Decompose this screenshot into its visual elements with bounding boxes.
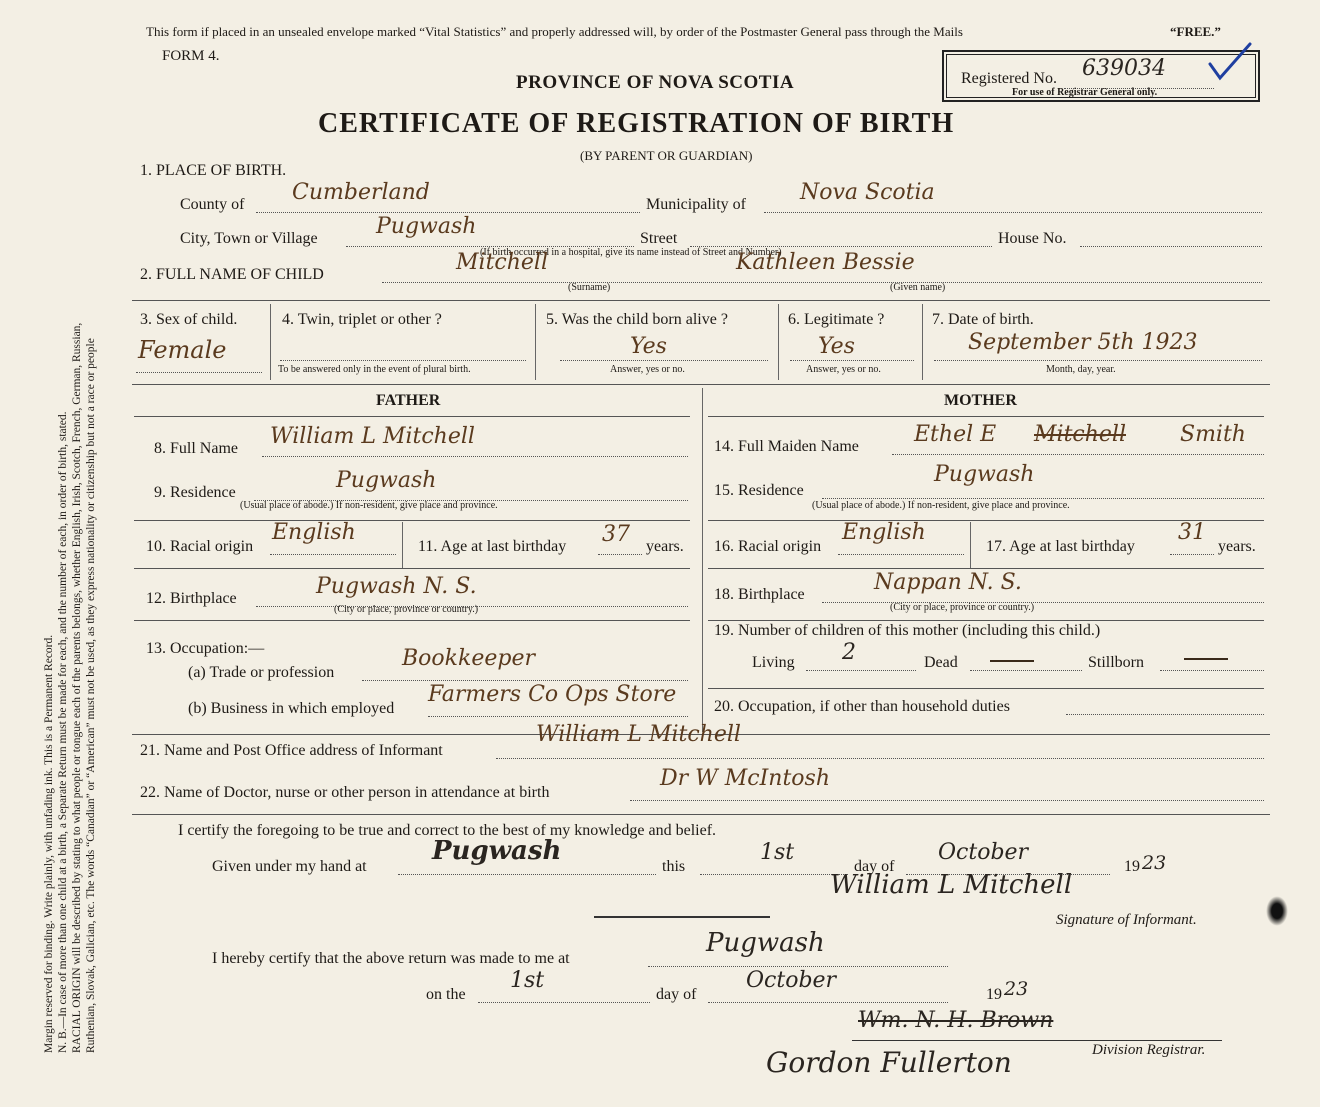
trade-value: Bookkeeper (402, 646, 535, 671)
checkmark-icon (1206, 40, 1256, 86)
registered-label: Registered No. (961, 70, 1057, 87)
registrar-signature: Gordon Fullerton (766, 1046, 1012, 1079)
house-number-label: House No. (998, 230, 1067, 247)
registrar-day: 1st (510, 968, 545, 993)
alive-caption: Answer, yes or no. (610, 364, 685, 375)
mother-residence: Pugwash (934, 462, 1035, 487)
mother-occupation-label: 20. Occupation, if other than household duties (714, 698, 1010, 715)
mother-heading: MOTHER (944, 392, 1017, 409)
on-the-label: on the (426, 986, 466, 1003)
business-label: (b) Business in which employed (188, 700, 395, 717)
given-month: October (938, 840, 1029, 865)
children-count-label: 19. Number of children of this mother (including this child.) (714, 622, 1101, 639)
registered-number: 639034 (1082, 56, 1166, 81)
mother-age-unit: years. (1218, 538, 1256, 555)
child-surname: Mitchell (456, 250, 548, 275)
father-residence: Pugwash (336, 468, 437, 493)
city-label: City, Town or Village (180, 230, 318, 247)
mother-age-label: 17. Age at last birthday (986, 538, 1135, 555)
margin-note-binding: Margin reserved for binding. Write plainly, with unfading ink. This is a Permanent Record. (43, 634, 55, 1053)
doctor-label: 22. Name of Doctor, nurse or other person in attendance at birth (140, 784, 550, 801)
trade-label: (a) Trade or profession (188, 664, 335, 681)
mother-birthplace: Nappan N. S. (874, 570, 1022, 595)
county-value: Cumberland (292, 180, 430, 205)
given-name-caption: (Given name) (890, 282, 946, 293)
mother-race: English (842, 520, 926, 545)
mother-name-struck: Mitchell (1034, 422, 1126, 447)
father-birthplace-label: 12. Birthplace (146, 590, 237, 607)
twin-label: 4. Twin, triplet or other ? (282, 311, 442, 328)
sex-label: 3. Sex of child. (140, 311, 238, 328)
struck-registrar-signature: Wm. N. H. Brown (858, 1008, 1054, 1033)
mail-note: This form if placed in an unsealed envelope marked “Vital Statistics” and properly addressed will, by order of the Postmaster General pass through the Mails (146, 24, 963, 39)
legitimate-label: 6. Legitimate ? (788, 311, 885, 328)
twin-caption: To be answered only in the event of plural birth. (278, 364, 471, 375)
given-at-label: Given under my hand at (212, 858, 367, 875)
father-age-label: 11. Age at last birthday (418, 538, 567, 555)
street-label: Street (640, 230, 678, 247)
certification-statement: I certify the foregoing to be true and correct to the best of my knowledge and belief. (178, 822, 717, 839)
registrar-caption: Division Registrar. (1092, 1042, 1206, 1058)
mother-race-label: 16. Racial origin (714, 538, 822, 555)
mother-birthplace-caption: (City or place, province or country.) (890, 602, 1035, 613)
legitimate-value: Yes (818, 334, 855, 359)
margin-note-racial-origin-2: Ruthenian, Slovak, Galician, etc. The words “Canadian” or “American” must not be used, as they express nationality or citizenship but not a race or people (85, 338, 97, 1053)
registrar-statement: I hereby certify that the above return was made to me at (212, 950, 570, 967)
county-label: County of (180, 196, 245, 213)
stillborn-label: Stillborn (1088, 654, 1145, 671)
dob-value: September 5th 1923 (968, 330, 1198, 355)
informant-value: William L Mitchell (536, 722, 741, 747)
registrar-month: October (746, 968, 837, 993)
given-place: Pugwash (432, 836, 562, 866)
city-value: Pugwash (376, 214, 477, 239)
municipality-value: Nova Scotia (800, 180, 935, 205)
municipality-label: Municipality of (646, 196, 746, 213)
legitimate-caption: Answer, yes or no. (806, 364, 881, 375)
father-age: 37 (602, 522, 630, 547)
mother-age: 31 (1178, 520, 1206, 545)
dob-label: 7. Date of birth. (932, 311, 1034, 328)
informant-label: 21. Name and Post Office address of Informant (140, 742, 443, 759)
father-name-label: 8. Full Name (154, 440, 238, 457)
given-year: 23 (1142, 852, 1167, 874)
dead-label: Dead (924, 654, 958, 671)
father-residence-label: 9. Residence (154, 484, 236, 501)
father-residence-caption: (Usual place of abode.) If non-resident, give place and province. (240, 500, 498, 511)
ink-blot (1266, 896, 1288, 926)
mother-birthplace-label: 18. Birthplace (714, 586, 805, 603)
occupation-label: 13. Occupation:— (146, 640, 265, 657)
given-year-prefix: 19 (1124, 858, 1140, 875)
father-heading: FATHER (376, 392, 441, 409)
mother-residence-caption: (Usual place of abode.) If non-resident, give place and province. (812, 500, 1070, 511)
living-value: 2 (842, 640, 856, 665)
informant-signature-caption: Signature of Informant. (1056, 912, 1197, 928)
father-name: William L Mitchell (270, 424, 475, 449)
form-number: FORM 4. (162, 48, 220, 64)
child-given-name: Kathleen Bessie (736, 250, 915, 275)
mail-note-free: “FREE.” (1170, 24, 1221, 39)
father-race-label: 10. Racial origin (146, 538, 254, 555)
business-value: Farmers Co Ops Store (428, 682, 677, 707)
father-age-unit: years. (646, 538, 684, 555)
margin-note-racial-origin: RACIAL ORIGIN will be described by stating to what people or tongue each of the parents belongs, whether English, Irish, Scotch, French, German, Russian, (71, 322, 83, 1053)
registrar-day-of-label: day of (656, 986, 697, 1003)
alive-label: 5. Was the child born alive ? (546, 311, 728, 328)
mother-name-correction: Smith (1180, 422, 1246, 447)
registrar-use-note: For use of Registrar General only. (1012, 87, 1158, 98)
mother-residence-label: 15. Residence (714, 482, 804, 499)
father-birthplace: Pugwash N. S. (316, 574, 477, 599)
father-birthplace-caption: (City or place, province or country.) (334, 604, 479, 615)
given-day-of-label: day of (854, 858, 895, 875)
hospital-note: (If birth occurred in a hospital, give its name instead of Street and Number) (480, 247, 782, 258)
margin-notes (0, 0, 140, 1107)
province-heading: PROVINCE OF NOVA SCOTIA (516, 72, 795, 93)
living-label: Living (752, 654, 795, 671)
margin-note-multiple-births: N. B.—In case of more than one child at a birth, a Separate Return must be made for each, and the number of each, in order of birth, stated. (57, 411, 69, 1053)
given-day: 1st (760, 840, 795, 865)
doctor-value: Dr W McIntosh (660, 766, 831, 791)
registrar-place: Pugwash (706, 928, 825, 958)
alive-value: Yes (630, 334, 667, 359)
informant-signature: William L Mitchell (830, 870, 1073, 900)
page-title: CERTIFICATE OF REGISTRATION OF BIRTH (318, 108, 955, 139)
page-subtitle: (BY PARENT OR GUARDIAN) (580, 148, 753, 163)
registrar-year: 23 (1004, 978, 1029, 1000)
surname-caption: (Surname) (568, 282, 611, 293)
place-of-birth-heading: 1. PLACE OF BIRTH. (140, 162, 287, 179)
mother-name-label: 14. Full Maiden Name (714, 438, 859, 455)
father-race: English (272, 520, 356, 545)
this-label: this (662, 858, 686, 875)
registrar-year-prefix: 19 (986, 986, 1002, 1003)
child-name-label: 2. FULL NAME OF CHILD (140, 266, 324, 283)
sex-value: Female (138, 336, 227, 364)
mother-maiden-name: Ethel E (914, 422, 997, 447)
dob-caption: Month, day, year. (1046, 364, 1116, 375)
